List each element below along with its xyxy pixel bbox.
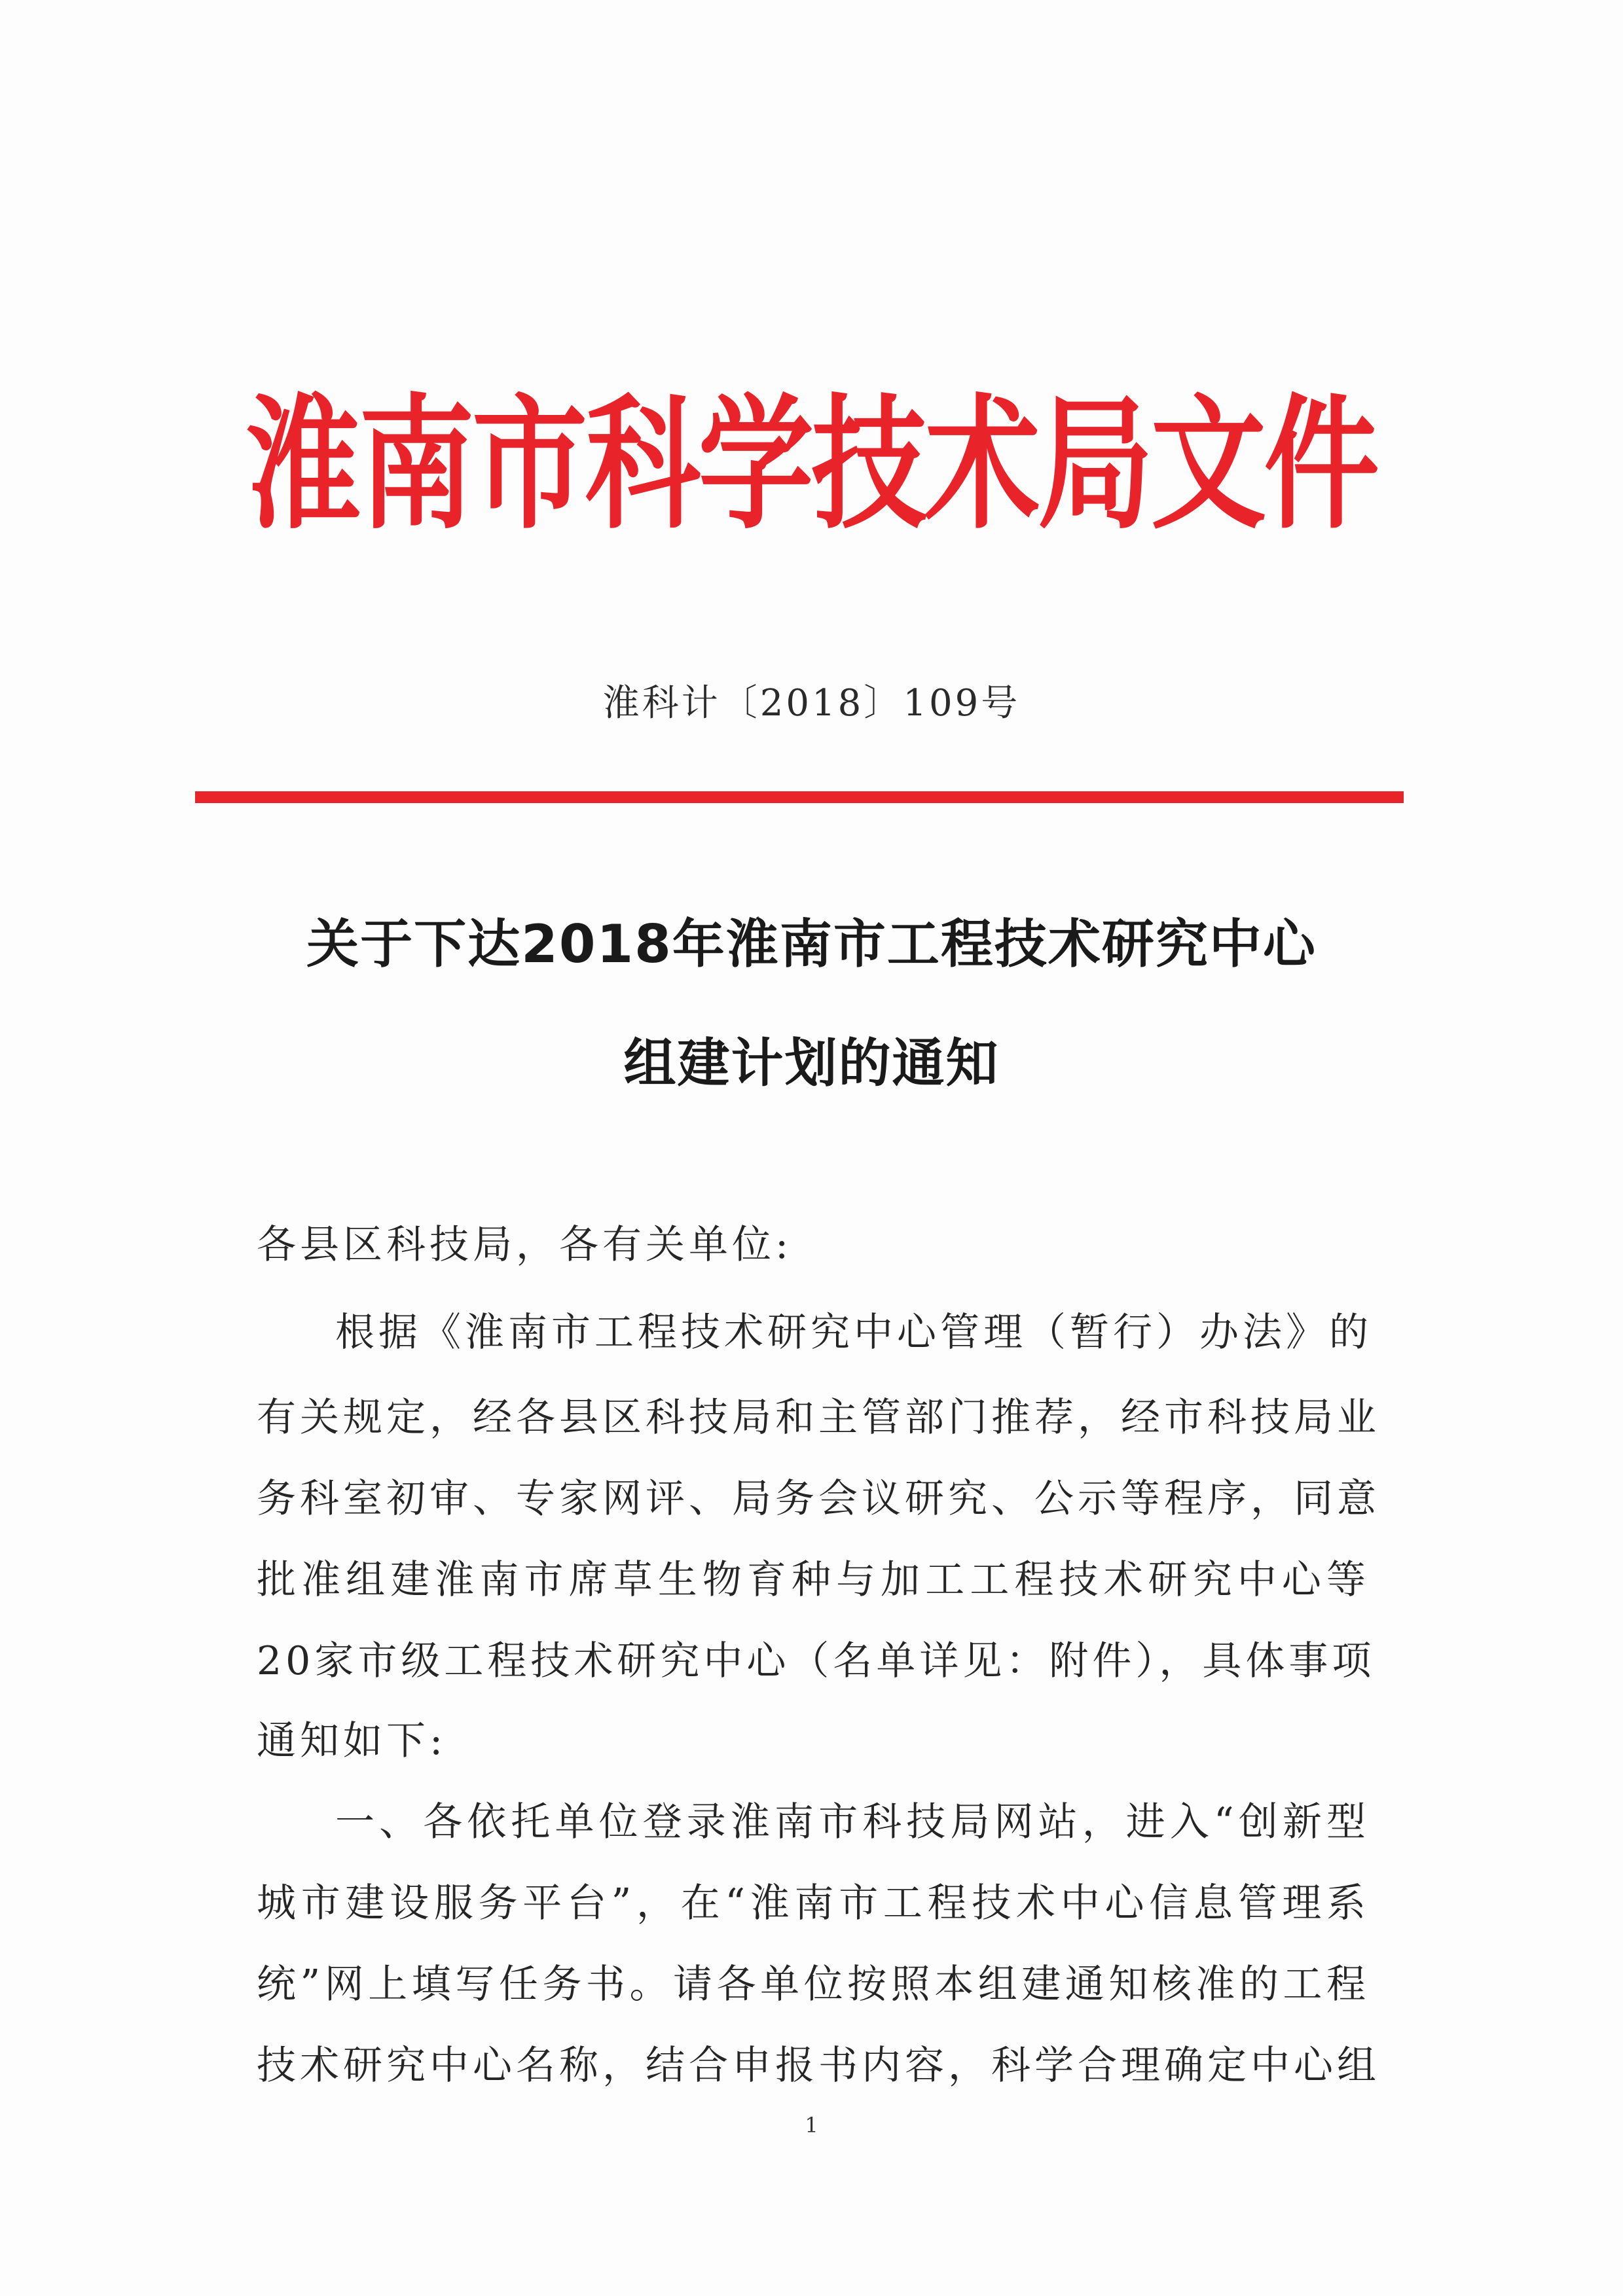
paragraph-1-line-4: 批准组建淮南市席草生物育种与加工工程技术研究中心等: [257, 1557, 1370, 1603]
document-number: 淮科计〔2018〕109号: [602, 682, 1021, 725]
paragraph-2-line-4: 技术研究中心名称，结合申报书内容，科学合理确定中心组: [257, 2043, 1380, 2089]
paragraph-1-line-3: 务科室初审、专家网评、局务会议研究、公示等程序，同意: [257, 1476, 1380, 1522]
red-divider-rule: [195, 791, 1404, 803]
paragraph-1-line-5: 20家市级工程技术研究中心（名单详见：附件），具体事项: [257, 1638, 1376, 1684]
paragraph-1-line-2: 有关规定，经各县区科技局和主管部门推荐，经市科技局业: [257, 1395, 1380, 1441]
notice-title-line-2: 组建计划的通知: [623, 1033, 1000, 1094]
paragraph-2-line-3: 统”网上填写任务书。请各单位按照本组建通知核准的工程: [257, 1962, 1370, 2007]
page-number: 1: [805, 2113, 818, 2138]
paragraph-2-line-2: 城市建设服务平台”，在“淮南市工程技术中心信息管理系: [257, 1880, 1370, 1926]
paragraph-1-line-1: 根据《淮南市工程技术研究中心管理（暂行）办法》的: [335, 1310, 1372, 1355]
paragraph-2-line-1: 一、各依托单位登录淮南市科技局网站，进入“创新型: [335, 1799, 1370, 1845]
paragraph-1-line-6: 通知如下:: [257, 1718, 447, 1764]
masthead-title: 淮南市科学技术局文件: [246, 381, 1377, 548]
salutation: 各县区科技局，各有关单位:: [257, 1222, 793, 1268]
notice-title-line-1: 关于下达2018年淮南市工程技术研究中心: [306, 914, 1317, 975]
